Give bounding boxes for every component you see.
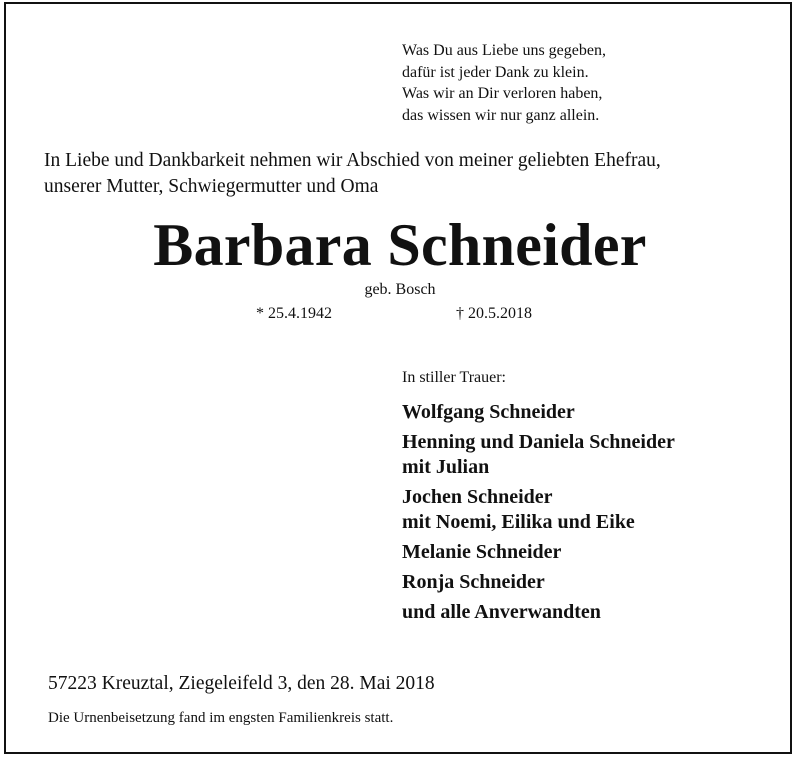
mourner-line: Jochen Schneider bbox=[402, 486, 553, 508]
mourner-line: und alle Anverwandten bbox=[402, 601, 601, 623]
mourner-entry bbox=[402, 430, 782, 480]
mourner-entry bbox=[402, 540, 782, 565]
mourner-line: Ronja Schneider bbox=[402, 571, 545, 593]
obituary-notice bbox=[4, 2, 792, 754]
mourners-block bbox=[402, 368, 782, 630]
intro-line: In Liebe und Dankbarkeit nehmen wir Abschied von meiner geliebten Ehefrau, bbox=[44, 150, 661, 171]
birth-date: * 25.4.1942 bbox=[256, 305, 332, 322]
mourner-line: Wolfgang Schneider bbox=[402, 401, 575, 423]
place-and-date: 57223 Kreuztal, Ziegeleifeld 3, den 28. Mai 2018 bbox=[48, 673, 435, 694]
poem-line: Was wir an Dir verloren haben, bbox=[402, 85, 603, 102]
mourner-entry bbox=[402, 400, 782, 425]
mourners-heading: In stiller Trauer: bbox=[402, 369, 506, 386]
death-date: † 20.5.2018 bbox=[456, 305, 532, 322]
mourner-entry bbox=[402, 600, 782, 625]
mourner-line: mit Noemi, Eilika und Eike bbox=[402, 511, 635, 533]
intro-line: unserer Mutter, Schwiegermutter und Oma bbox=[44, 176, 379, 197]
mourner-entry bbox=[402, 485, 782, 535]
poem bbox=[402, 40, 782, 126]
mourner-line: Melanie Schneider bbox=[402, 541, 562, 563]
mourner-line: Henning und Daniela Schneider bbox=[402, 431, 675, 453]
poem-line: Was Du aus Liebe uns gegeben, bbox=[402, 42, 606, 59]
maiden-name: geb. Bosch bbox=[364, 281, 436, 298]
mourner-list bbox=[402, 400, 782, 625]
burial-note: Die Urnenbeisetzung fand im engsten Familienkreis statt. bbox=[48, 710, 394, 726]
deceased-name: Barbara Schneider bbox=[153, 212, 647, 278]
poem-line: dafür ist jeder Dank zu klein. bbox=[402, 63, 589, 81]
mourner-entry bbox=[402, 570, 782, 595]
poem-line: das wissen wir nur ganz allein. bbox=[402, 106, 600, 124]
mourner-line: mit Julian bbox=[402, 456, 490, 478]
intro-text bbox=[44, 148, 784, 200]
